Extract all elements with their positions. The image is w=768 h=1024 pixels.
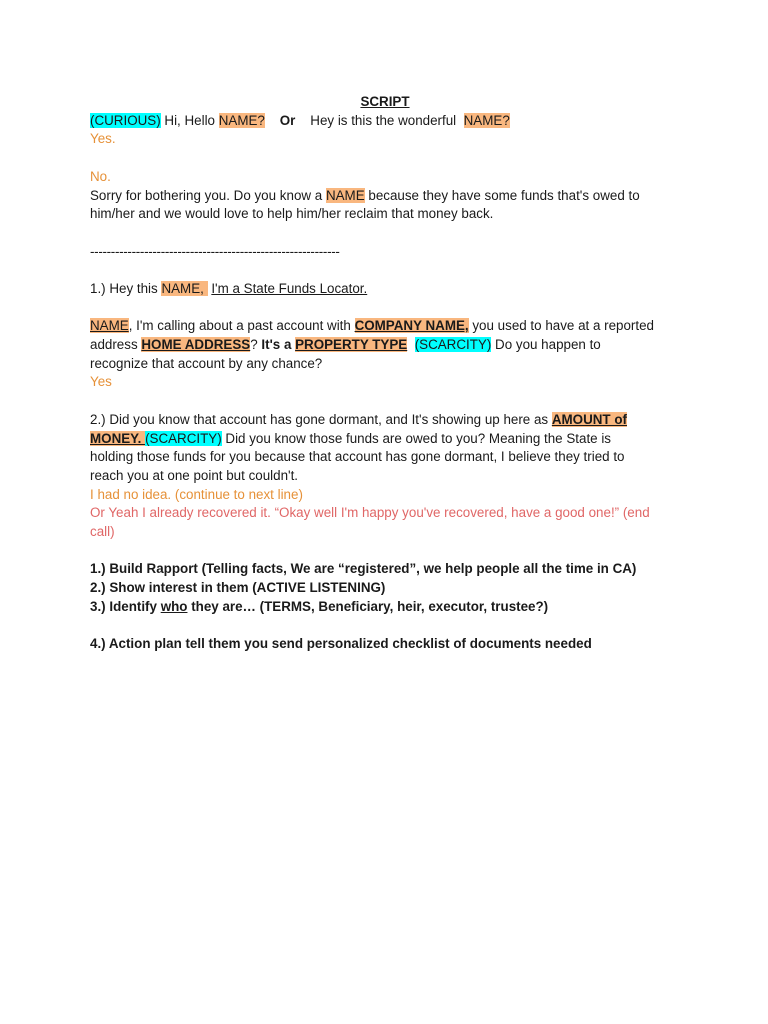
identify-text: 3.) Identify [90,598,161,614]
property-type-placeholder: PROPERTY TYPE [295,337,408,353]
sorry-text: because they have some funds that's owed to [364,187,640,203]
list-item-action-plan: 4.) Action plan tell them you send personalized checklist of documents needed [90,636,592,652]
answer-end-call: call) [90,524,115,540]
hi-hello-text: Hi, Hello [160,112,219,128]
step2-line1 [90,411,690,430]
answer-yes: Yes. [90,131,116,147]
opening-line [90,112,690,131]
scarcity-tag: (SCARCITY) [414,337,492,353]
step1-address [90,336,690,355]
used-text: you used to have at a reported [468,318,655,334]
step2-line2 [90,430,690,449]
wonderful-text: Hey is this the wonderful [310,112,460,128]
or-label: Or [279,112,296,128]
happen-text: Do you happen to [491,337,601,353]
curious-tag: (CURIOUS) [90,112,161,128]
step1-calling [90,317,690,336]
step1-recognize: recognize that account by any chance? [90,355,323,371]
step1-intro [90,280,690,299]
question-mark: ? [250,337,262,353]
answer-no: No. [90,168,111,184]
identify-text: they are… (TERMS, Beneficiary, heir, executor, trustee?) [187,598,549,614]
script-title: SCRIPT [360,94,410,109]
calling-text: , I'm calling about a past account with [128,318,355,334]
step2-text: Did you know those funds are owed to you? Meaning the State is [221,430,611,446]
sorry-line-2: him/her and we would love to help him/her reclaim that money back. [90,206,494,222]
name-placeholder: NAME, [161,280,208,296]
answer-no-idea: I had no idea. (continue to next line) [90,486,303,502]
list-item-identify [90,598,690,617]
sorry-text: Sorry for bothering you. Do you know a [90,187,326,203]
answer-recovered: Or Yeah I already recovered it. “Okay well I'm happy you've recovered, have a good one!” (end [90,505,650,521]
name-placeholder: NAME? [218,112,265,128]
name-placeholder: NAME [325,187,365,203]
document-body [90,93,690,654]
step2-line4: reach you at one point but couldn't. [90,467,299,483]
scarcity-tag: (SCARCITY) [145,430,222,446]
name-placeholder: NAME? [463,112,510,128]
company-name-placeholder: COMPANY NAME, [354,318,469,334]
step2-text: 2.) Did you know that account has gone dormant, and It's showing up here as [90,411,552,427]
answer-yes: Yes [90,374,112,390]
who-text: who [160,598,188,614]
its-a-text: It's a [261,337,296,353]
sorry-line [90,187,690,206]
state-funds-locator: I'm a State Funds Locator. [211,280,368,296]
amount-placeholder: AMOUNT of [551,411,627,427]
separator: ------------------------------------------------------------ [90,243,340,259]
step2-line3: holding those funds for you because that account has gone dormant, I believe they tried to [90,449,625,465]
money-placeholder: MONEY. [90,430,146,446]
list-item-interest: 2.) Show interest in them (ACTIVE LISTENING) [90,580,386,596]
address-text: address [90,337,142,353]
list-item-rapport: 1.) Build Rapport (Telling facts, We are “registered”, we help people all the time in CA) [90,561,637,577]
step1-text: 1.) Hey this [90,280,162,296]
name-placeholder: NAME [90,318,129,334]
home-address-placeholder: HOME ADDRESS [141,337,251,353]
